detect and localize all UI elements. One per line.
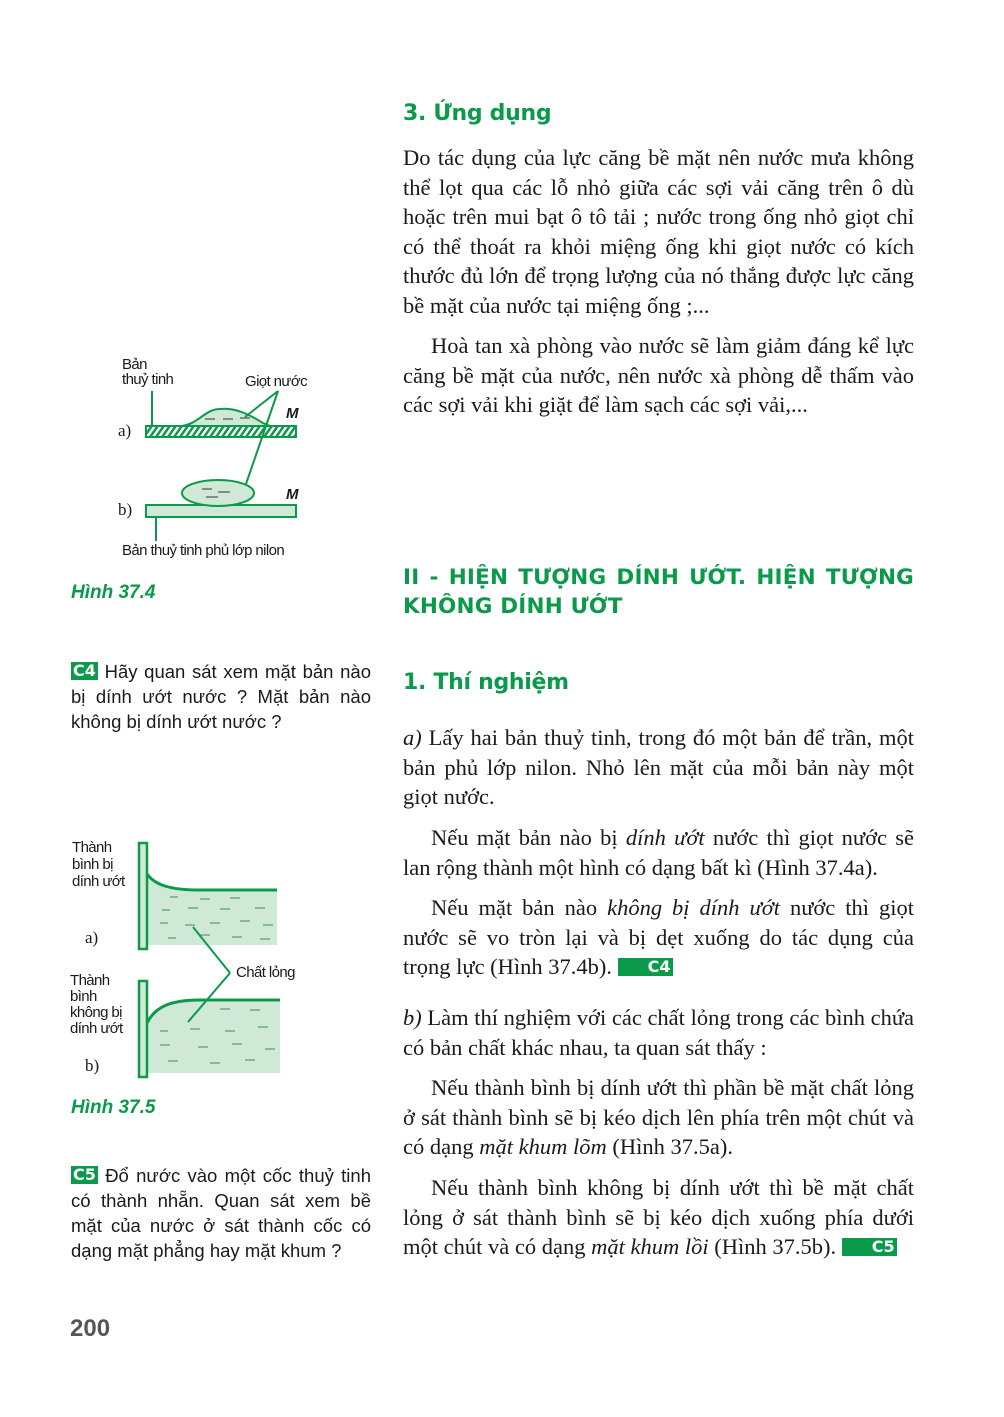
wetting-wall-label-line-1: Thành: [72, 839, 112, 856]
c5-badge-inline[interactable]: C5: [842, 1238, 897, 1256]
convex-text-pre: Nếu thành bình không bị dính ướt thì bề mặt chất lỏng ở sát thành bình sẽ bị kéo dịch xuống phía dưới một chút và có dạng: [403, 1175, 914, 1259]
paragraph-a: [403, 723, 914, 812]
concave-text-post: (Hình 37.5a).: [606, 1134, 733, 1159]
water-drop-label: Giọt nước: [245, 373, 307, 390]
question-c5: [71, 1163, 371, 1263]
c5-text: Đổ nước vào một cốc thuỷ tinh có thành nhẵn. Quan sát xem bề mặt của nước ở sát thành cốc có dạng mặt phẳng hay mặt khum ?: [71, 1165, 371, 1261]
sub-label-a: a): [118, 421, 132, 440]
paragraph-b: [403, 1003, 914, 1062]
paragraph-wet: [403, 823, 914, 882]
m-label-a: M: [286, 405, 298, 422]
non-wetting-wall-label-line-2: bình: [70, 988, 97, 1005]
water-drop-a: [182, 409, 270, 426]
m-label-b: M: [286, 486, 298, 503]
wet-text-post: nước thì giọt nước sẽ lan rộng thành một hình có dạng bất kì (Hình 37.4a).: [403, 825, 914, 880]
convex-term: mặt khum lồi: [591, 1234, 709, 1259]
non-wetting-wall-label-line-3: không bị: [70, 1004, 122, 1021]
page-number: 200: [70, 1315, 111, 1342]
sub-label-b: b): [118, 500, 133, 519]
wet-term: dính ướt: [625, 825, 705, 850]
nonwet-text-pre: Nếu mặt bản nào: [431, 895, 608, 920]
non-wetting-wall-label: [70, 973, 123, 1037]
non-wetting-wall-label-line-4: dính ướt: [70, 1020, 123, 1037]
figure-37-4: [110, 355, 350, 565]
item-a-text: Lấy hai bản thuỷ tinh, trong đó một bản để trần, một bản phủ lớp nilon. Nhỏ lên mặt của mỗi bản này một giọt nước.: [403, 725, 915, 809]
wetting-wall-label-line-3: dính ướt: [72, 873, 125, 890]
question-c4: [71, 659, 371, 734]
meniscus-concave: [147, 874, 277, 890]
item-b-label: b): [403, 1005, 422, 1030]
c4-text: Hãy quan sát xem mặt bản nào bị dính ướt nước ? Mặt bản nào không bị dính ướt nước ?: [71, 661, 371, 732]
nonwet-term: không bị dính ướt: [607, 895, 780, 920]
nylon-plate-label: Bản thuỷ tinh phủ lớp nilon: [122, 542, 285, 559]
nonwet-text-post: nước thì giọt nước sẽ vo tròn lại và bị dẹt xuống do tác dụng của trọng lực (Hình 37.4b).: [403, 895, 914, 979]
c5-badge[interactable]: C5: [73, 1165, 96, 1184]
paragraph-convex: [403, 1173, 914, 1262]
glass-plate-label-line-2: thuỷ tinh: [122, 371, 174, 388]
paragraph-concave: [403, 1073, 914, 1162]
convex-text-post: (Hình 37.5b).: [708, 1234, 842, 1259]
glass-plate-a: [146, 426, 296, 437]
water-drop-b: [182, 480, 254, 506]
wet-text-pre: Nếu mặt bản nào bị: [431, 825, 626, 850]
concave-text-pre: Nếu thành bình bị dính ướt thì phần bề mặt chất lỏng ở sát thành bình sẽ bị kéo dịch lên phía trên một chút và có dạng: [403, 1075, 914, 1159]
concave-term: mặt khum lõm: [479, 1134, 607, 1159]
item-b-text: Làm thí nghiệm với các chất lỏng trong các bình chứa có bản chất khác nhau, ta quan sát thấy :: [403, 1005, 915, 1060]
section-3-title: 3. Ứng dụng: [403, 101, 552, 126]
glass-plate-label: [122, 357, 173, 387]
section-3-paragraph-1: Do tác dụng của lực căng bề mặt nên nước mưa không thể lọt qua các lỗ nhỏ giữa các sợi vải căng trên ô dù hoặc trên mui bạt ô tô tải ; nước trong ống nhỏ giọt chỉ có thể thoát ra khỏi miệng ống khi giọt nước có kích thước đủ lớn để trọng lượng của nó thắng được lực căng bề mặt của nước tại miệng ống ;...: [403, 145, 914, 318]
figure-37-5: [60, 835, 320, 1080]
paragraph-nonwet: [403, 893, 914, 982]
item-a-label: a): [403, 725, 422, 750]
section-3-heading: [403, 101, 914, 126]
sub-label-a: a): [85, 928, 99, 947]
sub-label-b: b): [85, 1056, 100, 1075]
liquid-b: [147, 1000, 280, 1073]
glass-plate-label-line-1: Bản: [122, 356, 147, 373]
figure-37-4-caption: Hình 37.4: [71, 582, 156, 603]
c4-badge-inline[interactable]: C4: [618, 958, 673, 976]
container-wall-a: [139, 843, 147, 949]
c4-badge[interactable]: C4: [73, 661, 96, 680]
container-wall-b: [139, 981, 147, 1077]
wetting-wall-label-line-2: bình bị: [72, 856, 113, 873]
non-wetting-wall-label-line-1: Thành: [70, 972, 110, 989]
part-2-title: II - HIỆN TƯỢNG DÍNH ƯỚT. HIỆN TƯỢNG KHÔNG DÍNH ƯỚT: [403, 565, 914, 619]
wetting-wall-label: [72, 839, 125, 890]
liquid-label: Chất lỏng: [236, 964, 295, 981]
section-3-paragraph-2: Hoà tan xà phòng vào nước sẽ làm giảm đáng kể lực căng bề mặt của nước, nên nước xà phòng dễ thấm vào các sợi vải khi giặt để làm sạch các sợi vải,...: [403, 333, 914, 417]
figure-37-5-caption: Hình 37.5: [71, 1097, 156, 1118]
subsection-1-title: 1. Thí nghiệm: [403, 670, 569, 695]
